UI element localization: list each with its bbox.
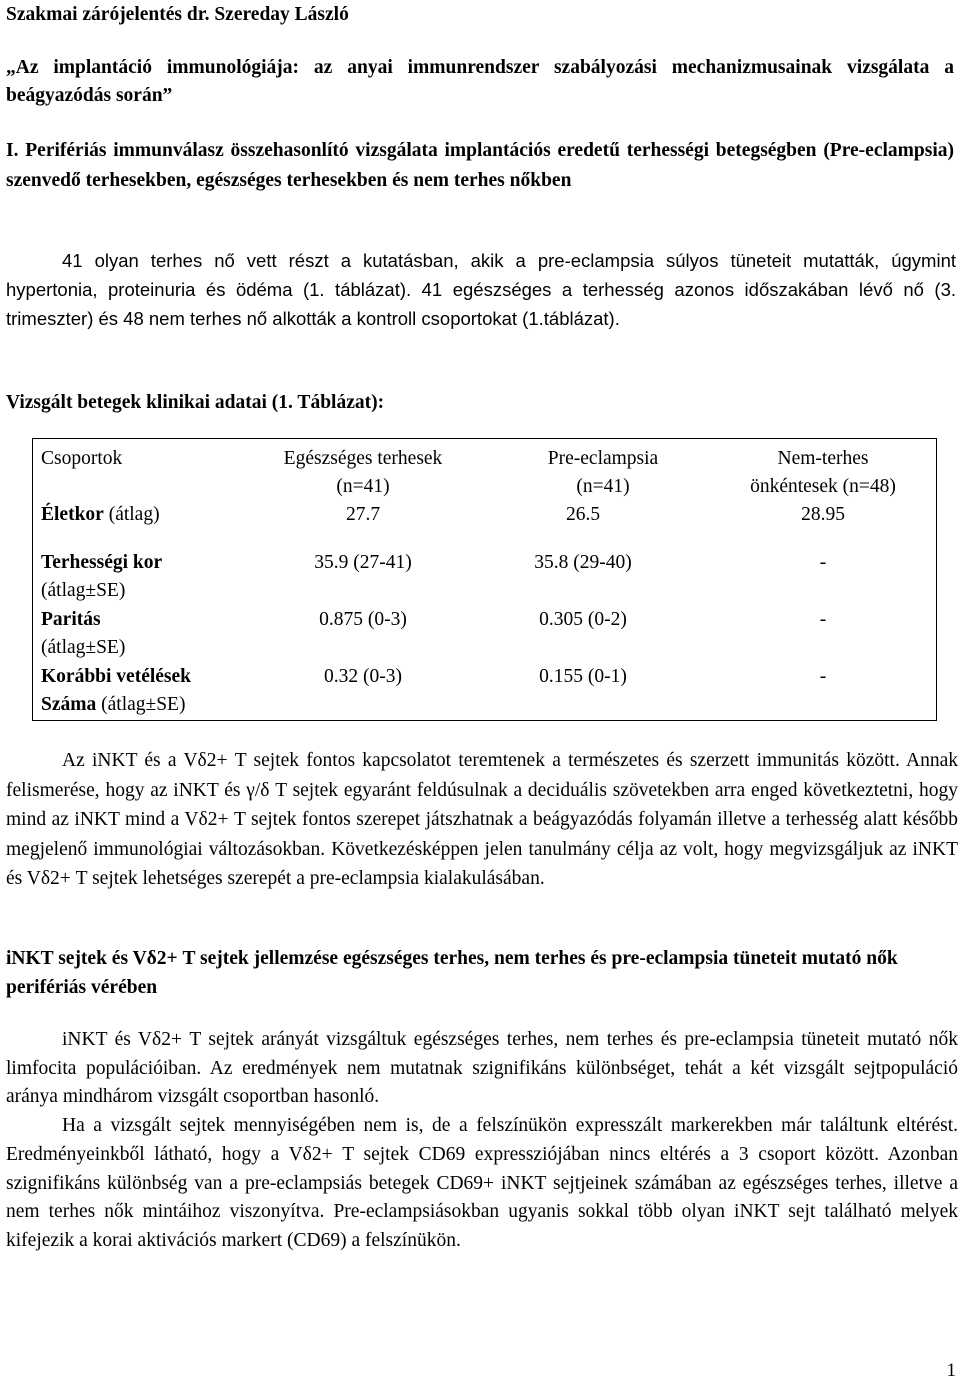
row-miscarriages-preeclampsia: 0.155 (0-1) — [539, 666, 627, 687]
row-age-nonpregnant: 28.95 — [801, 504, 845, 525]
row-miscarriages-healthy: 0.32 (0-3) — [324, 666, 402, 687]
clinical-data-table — [32, 438, 937, 721]
col-nonpregnant-n: önkéntesek (n=48) — [750, 476, 896, 497]
discussion-paragraph: Az iNKT és a Vδ2+ T sejtek fontos kapcsolatot teremtenek a természetes és szerzett immunitás között. Annak felismerése, hogy az iNKT és γ/δ T sejtek egyaránt feldúsulnak a deciduális szövetekben arra enged következtetni, hogy mind az iNKT mind a Vδ2+ T sejtek fontos szerepet játszhatnak a beágyazódás folyamán illetve a terhesség alatt később megjelenő immunológiai változásokban. Következésképpen jelen tanulmány célja az volt, hogy megvizsgáljuk az iNKT és Vδ2+ T sejtek lehetséges szerepét a pre-eclampsia kialakulásában. — [6, 750, 958, 889]
row-gestational-age-label-bold: Terhességi kor — [41, 552, 163, 573]
col-preeclampsia-title: Pre-eclampsia — [547, 448, 659, 469]
row-age-preeclampsia: 26.5 — [565, 504, 601, 525]
row-gestational-age-preeclampsia: 35.8 (29-40) — [534, 552, 632, 573]
section-2-heading: iNKT sejtek és Vδ2+ T sejtek jellemzése egészséges terhes, nem terhes és pre-eclampsia tüneteit mutató nők perifériás vérében — [6, 948, 898, 998]
row-miscarriages-label-normal: (átlag±SE) — [101, 694, 186, 715]
results-paragraph-2: Ha a vizsgált sejtek mennyiségében nem is, de a felszínükön expresszált markerekben már találtunk eltérést. Eredményeinkből látható, hogy a Vδ2+ T sejtek CD69 expressziójában nincs eltérés a 3 csoport között. Azonban szignifikáns különbség van a pre-eclampsiás betegek CD69+ iNKT sejtjeinek számában az egészséges terhes, illetve a nem terhes nők mintáihoz viszonyítva. Pre-eclampsiásokban ugyanis sokkal több olyan iNKT sejt található melyek kifejezik a korai aktivációs markert (CD69) a felszínükön. — [6, 1115, 958, 1251]
row-gestational-age-nonpregnant: - — [819, 552, 827, 573]
row-parity-preeclampsia: 0.305 (0-2) — [539, 609, 627, 630]
col-nonpregnant-header — [713, 445, 933, 501]
section-1-heading: I. Perifériás immunválasz összehasonlító vizsgálata implantációs eredetű terhességi betegségben (Pre-eclampsia) szenvedő terhesekben, egészséges terhesekben és nem terhes nőkben — [6, 140, 954, 191]
row-gestational-age-healthy: 35.9 (27-41) — [314, 552, 412, 573]
report-title: „Az implantáció immunológiája: az anyai immunrendszer szabályozási mechanizmusainak vizsgálata a beágyazódás során” — [6, 57, 954, 106]
row-age-healthy: 27.7 — [345, 504, 381, 525]
document-header: Szakmai zárójelentés dr. Szereday László — [6, 4, 349, 25]
row-parity-label — [41, 606, 125, 662]
results-section — [6, 1026, 958, 1256]
col-nonpregnant-title: Nem-terhes — [777, 448, 869, 469]
col-healthy-pregnant-header — [243, 445, 483, 501]
row-miscarriages-label-line2 — [41, 691, 191, 719]
group-column-header: Csoportok — [41, 448, 123, 469]
row-age-label-normal: (átlag) — [108, 504, 160, 525]
row-age-label-bold: Életkor — [41, 504, 104, 525]
row-miscarriages-label — [41, 663, 191, 719]
row-miscarriages-nonpregnant: - — [819, 666, 827, 687]
row-miscarriages-label-bold: Korábbi vetélések — [41, 666, 192, 687]
row-gestational-age-label-normal: (átlag±SE) — [41, 580, 126, 601]
results-paragraph-1: iNKT és Vδ2+ T sejtek arányát vizsgáltuk egészséges terhes, nem terhes és pre-eclampsia tüneteit mutató nők limfocita populációiban. Az eredmények nem mutatnak szignifikáns különbséget, tehát a két vizsgált sejtpopuláció aránya mindhárom vizsgált csoportban hasonló. — [6, 1029, 958, 1108]
row-miscarriages-label-bold2: Száma — [41, 694, 97, 715]
page-number: 1 — [946, 1360, 956, 1381]
row-parity-healthy: 0.875 (0-3) — [319, 609, 407, 630]
col-healthy-pregnant-title: Egészséges terhesek — [283, 448, 443, 469]
row-parity-nonpregnant: - — [819, 609, 827, 630]
intro-paragraph: 41 olyan terhes nő vett részt a kutatásban, akik a pre-eclampsia súlyos tüneteit mutatták, úgymint hypertonia, proteinuria és ödéma (1. táblázat). 41 egészséges a terhesség azonos időszakában lévő nő (3. trimeszter) és 48 nem terhes nő alkották a kontroll csoportokat (1.táblázat). — [6, 250, 956, 329]
row-age-label — [41, 501, 160, 529]
row-parity-label-normal: (átlag±SE) — [41, 637, 126, 658]
col-preeclampsia-header — [493, 445, 713, 501]
row-parity-label-bold: Paritás — [41, 609, 101, 630]
table-heading: Vizsgált betegek klinikai adatai (1. Táblázat): — [6, 392, 385, 413]
col-healthy-pregnant-n: (n=41) — [336, 476, 390, 497]
row-gestational-age-label — [41, 549, 162, 605]
col-preeclampsia-n: (n=41) — [576, 476, 630, 497]
